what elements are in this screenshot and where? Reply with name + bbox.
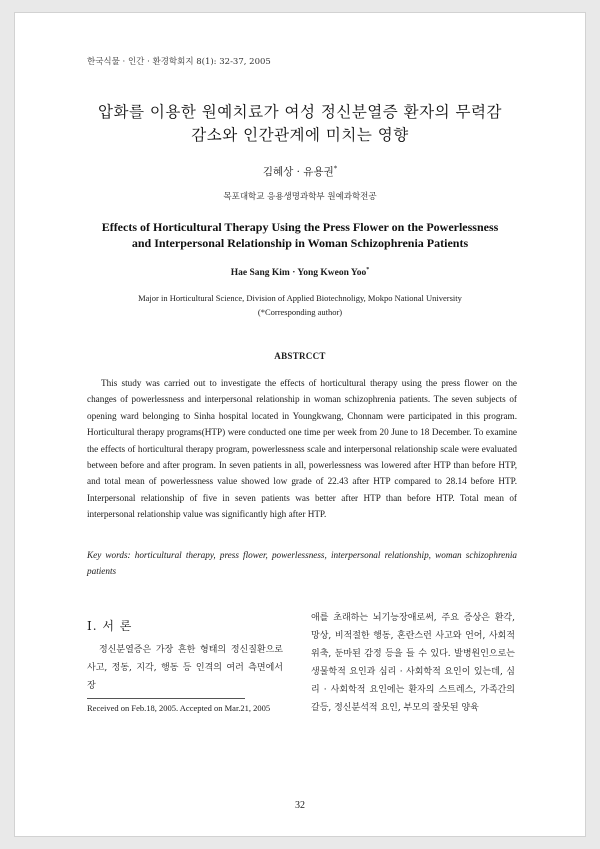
korean-author-names: 김혜상 · 유용권 [262, 166, 334, 178]
keywords: Key words: horticultural therapy, press flower, powerlessness, interpersonal relationship, woman schizophrenia patients [87, 550, 517, 577]
abstract-heading: ABSTRCCT [274, 351, 326, 361]
english-corresponding-mark: * [366, 267, 370, 273]
english-authors [15, 267, 585, 278]
intro-right-column: 애를 초래하는 뇌기능장애로써, 주요 증상은 환각, 망상, 비적절한 행동, 혼란스런 사고와 언어, 사회적 위축, 둔마된 감정 등을 들 수 있다. 발병원인으로는 생물학적 요인과 심리 · 사회학적 요인이 있는데, 심리 · 사회학적 요인에는 환자의 스트레스, 가족간의 갈등, 정신분석적 요인, 부모의 잘못된 양육 [311, 613, 515, 713]
page-number: 32 [295, 800, 305, 811]
english-title-line2: and Interpersonal Relationship in Woman Schizophrenia Patients [131, 236, 469, 250]
korean-title-line2: 감소와 인간관계에 미치는 영향 [191, 126, 409, 144]
corresponding-author-note: (*Corresponding author) [257, 307, 343, 317]
footnote-divider [87, 698, 245, 699]
korean-title-line1: 압화를 이용한 원예치료가 여성 정신분열증 환자의 무력감 [98, 103, 502, 121]
abstract-body: This study was carried out to investigate the effects of horticultural therapy using the press flower on the changes of powerlessness and interpersonal relationship in woman schizophrenia patients. The seven subjects of opening ward belonging to Sinha hospital located in Youngkwang, Chonnam were participated in this program. Horticultural therapy programs(HTP) were conducted one time per week from 20 June to 18 December. To examine the effects of horticultural therapy program, powerlessness scale and interpersonal relationship scale were evaluated between before and after program. In seven patients in all, powerlessness was lowered after HTP than before HTP, and total mean of powerlessness value showed low grade of 22.43 after HTP compared to 28.14 before HTP. Interpersonal relationship of five in seven patients was better after HTP than before HTP. Total mean of interpersonal relationship value was significantly high after HTP. [87, 378, 517, 520]
journal-page [14, 12, 586, 837]
korean-corresponding-mark: * [333, 164, 338, 173]
running-head: 한국식물 · 인간 · 환경학회지 8(1): 32-37, 2005 [87, 57, 271, 67]
received-footnote: Received on Feb.18, 2005. Accepted on Mar.21, 2005 [87, 703, 271, 713]
intro-left-column: 정신분열증은 가장 흔한 형태의 정신질환으로 사고, 정동, 지각, 행동 등 인격의 여러 측면에서 장 [87, 645, 283, 691]
korean-affiliation: 목포대학교 응용생명과학부 원예과학전공 [223, 192, 377, 202]
section-heading-introduction: Ⅰ. 서 론 [87, 619, 133, 633]
english-affiliation: Major in Horticultural Science, Division of Applied Biotechnoligy, Mokpo National University [138, 293, 462, 303]
english-author-names: Hae Sang Kim · Yong Kweon Yoo [230, 268, 367, 279]
korean-authors [15, 164, 585, 179]
english-title-line1: Effects of Horticultural Therapy Using the Press Flower on the Powerlessness [101, 220, 499, 234]
